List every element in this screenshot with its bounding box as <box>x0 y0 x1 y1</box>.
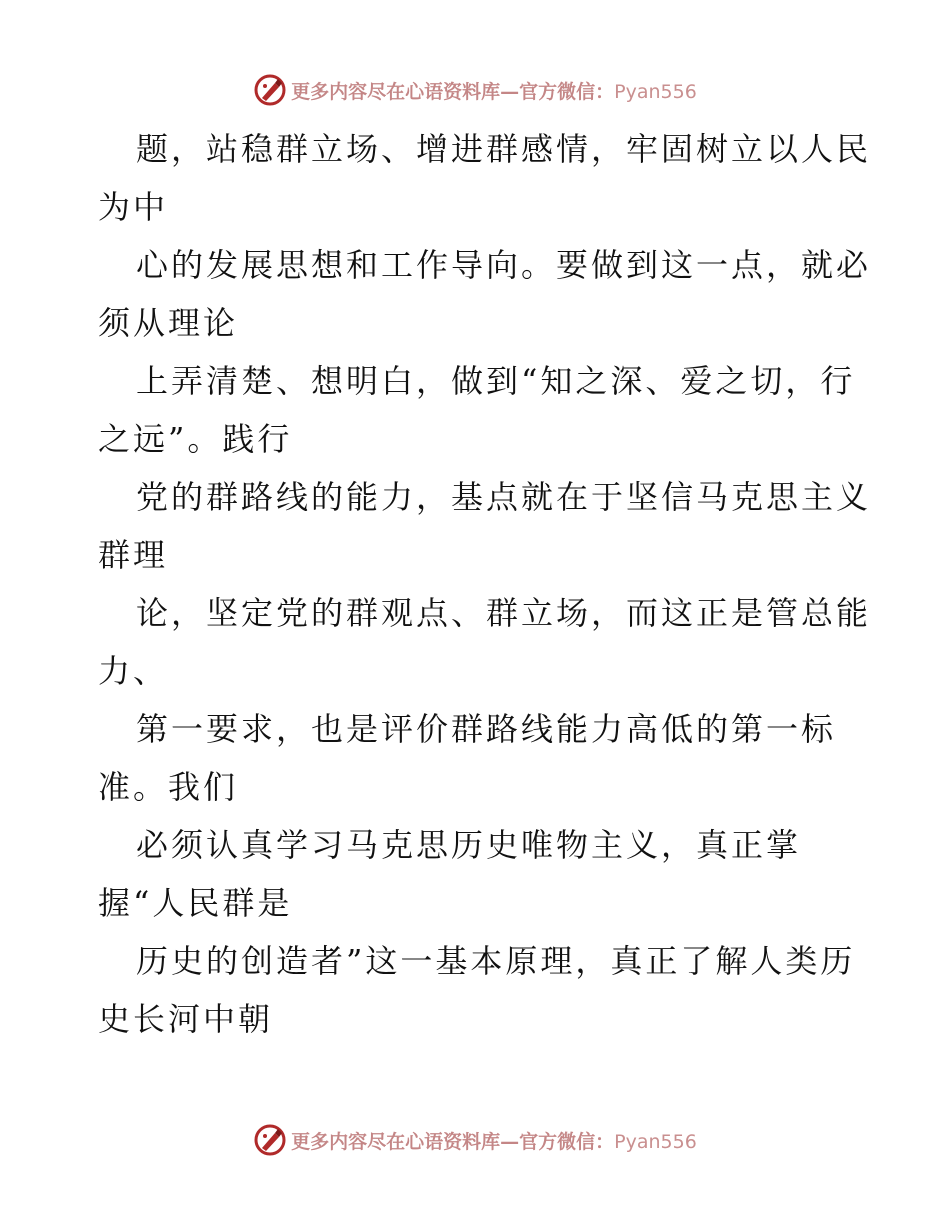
paragraph <box>98 236 872 352</box>
paragraph <box>98 584 872 700</box>
paragraph-line: 论，坚定党的群观点、群立场，而这正是管总能 <box>136 594 872 632</box>
paragraph-line: 握“人民群是 <box>98 884 293 922</box>
paragraph <box>98 816 858 932</box>
footer-wechat-handle: Pyan556 <box>614 1130 697 1153</box>
paragraph <box>98 120 872 236</box>
footer-banner <box>0 1120 950 1160</box>
paragraph-line: 须从理论 <box>98 304 239 342</box>
paragraph-line: 为中 <box>98 188 169 226</box>
paragraph-line: 上弄清楚、想明白，做到“知之深、爱之切，行 <box>136 362 856 400</box>
pen-logo-icon <box>253 1123 287 1157</box>
paragraph-line: 之远”。践行 <box>98 420 293 458</box>
paragraph <box>98 352 858 468</box>
paragraph-line: 心的发展思想和工作导向。要做到这一点，就必 <box>136 246 872 284</box>
header-banner-text: 更多内容尽在心语资料库—官方微信：Pyan556 <box>291 80 697 103</box>
paragraph-line: 力、 <box>98 652 169 690</box>
paragraph <box>98 932 858 1048</box>
paragraph <box>98 468 872 584</box>
paragraph-line: 党的群路线的能力，基点就在于坚信马克思主义 <box>136 478 872 516</box>
paragraph-line: 史长河中朝 <box>98 1000 274 1038</box>
document-body <box>98 120 872 1048</box>
paragraph-line: 准。我们 <box>98 768 239 806</box>
header-wechat-handle: Pyan556 <box>614 80 697 103</box>
pen-logo-icon <box>253 73 287 107</box>
paragraph-line: 第一要求，也是评价群路线能力高低的第一标 <box>136 710 837 748</box>
header-banner <box>0 70 950 110</box>
paragraph-line: 群理 <box>98 536 169 574</box>
footer-banner-text: 更多内容尽在心语资料库—官方微信：Pyan556 <box>291 1130 697 1153</box>
paragraph-line: 必须认真学习马克思历史唯物主义，真正掌 <box>136 826 802 864</box>
paragraph-line: 题，站稳群立场、增进群感情，牢固树立以人民 <box>136 130 872 168</box>
paragraph-line: 历史的创造者”这一基本原理，真正了解人类历 <box>136 942 856 980</box>
paragraph <box>98 700 858 816</box>
